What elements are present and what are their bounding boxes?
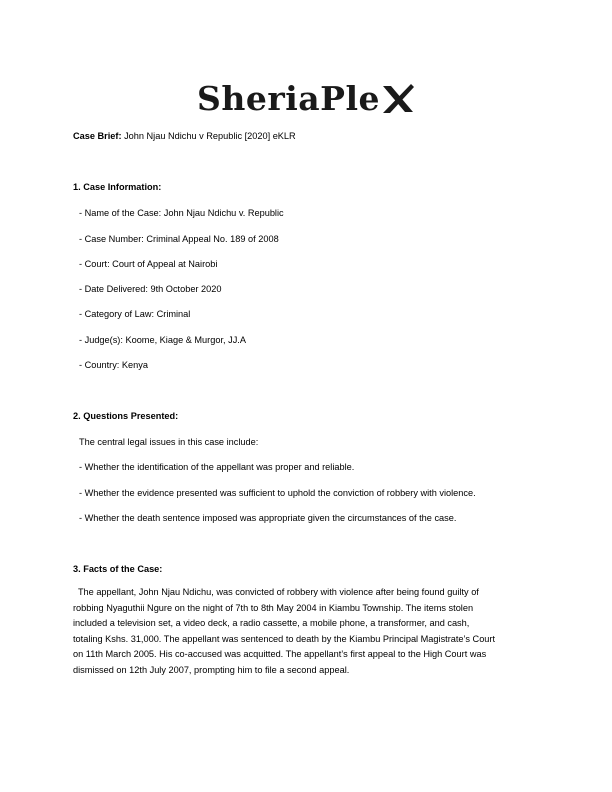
- facts-line: totaling Kshs. 31,000. The appellant was sentenced to death by the Kiambu Principal Magistrate’s Court: [73, 633, 496, 644]
- logo-wordmark: [197, 76, 415, 122]
- sheriaplex-logo: [0, 76, 612, 122]
- case-info-item: - Judge(s): Koome, Kiage & Murgor, JJ.A: [79, 335, 246, 345]
- case-brief-line: [73, 130, 296, 142]
- facts-line: dismissed on 12th July 2007, prompting him to file a second appeal.: [73, 664, 350, 675]
- x-mark-icon: [381, 82, 415, 116]
- section-heading-facts: 3. Facts of the Case:: [73, 564, 163, 574]
- case-brief-title: John Njau Ndichu v Republic [2020] eKLR: [121, 131, 296, 141]
- questions-intro: The central legal issues in this case include:: [79, 437, 259, 447]
- question-item: - Whether the death sentence imposed was appropriate given the circumstances of the case.: [79, 513, 457, 523]
- case-info-item: - Country: Kenya: [79, 360, 148, 370]
- section-heading-case-information: 1. Case Information:: [73, 182, 162, 192]
- facts-line: on 11th March 2005. His co-accused was acquitted. The appellant’s first appeal to the High Court was: [73, 649, 487, 660]
- facts-line: robbing Nyaguthii Ngure on the night of 7th to 8th May 2004 in Kiambu Township. The items stolen: [73, 602, 474, 613]
- facts-line: included a television set, a video deck, a radio cassette, a mobile phone, a transformer, and cash,: [73, 618, 470, 629]
- question-item: - Whether the identification of the appellant was proper and reliable.: [79, 462, 355, 472]
- case-brief-label: Case Brief:: [73, 131, 122, 141]
- case-info-item: - Court: Court of Appeal at Nairobi: [79, 259, 218, 269]
- case-info-item: - Date Delivered: 9th October 2020: [79, 284, 222, 294]
- case-info-item: - Name of the Case: John Njau Ndichu v. Republic: [79, 208, 284, 218]
- case-info-item: - Case Number: Criminal Appeal No. 189 of 2008: [79, 234, 279, 244]
- facts-paragraph: [73, 585, 538, 679]
- question-item: - Whether the evidence presented was sufficient to uphold the conviction of robbery with violence.: [79, 488, 476, 498]
- case-info-item: - Category of Law: Criminal: [79, 309, 191, 319]
- section-heading-questions-presented: 2. Questions Presented:: [73, 411, 179, 421]
- logo-text: SheriaPle: [197, 79, 380, 118]
- facts-line: The appellant, John Njau Ndichu, was convicted of robbery with violence after being found guilty of: [73, 587, 479, 597]
